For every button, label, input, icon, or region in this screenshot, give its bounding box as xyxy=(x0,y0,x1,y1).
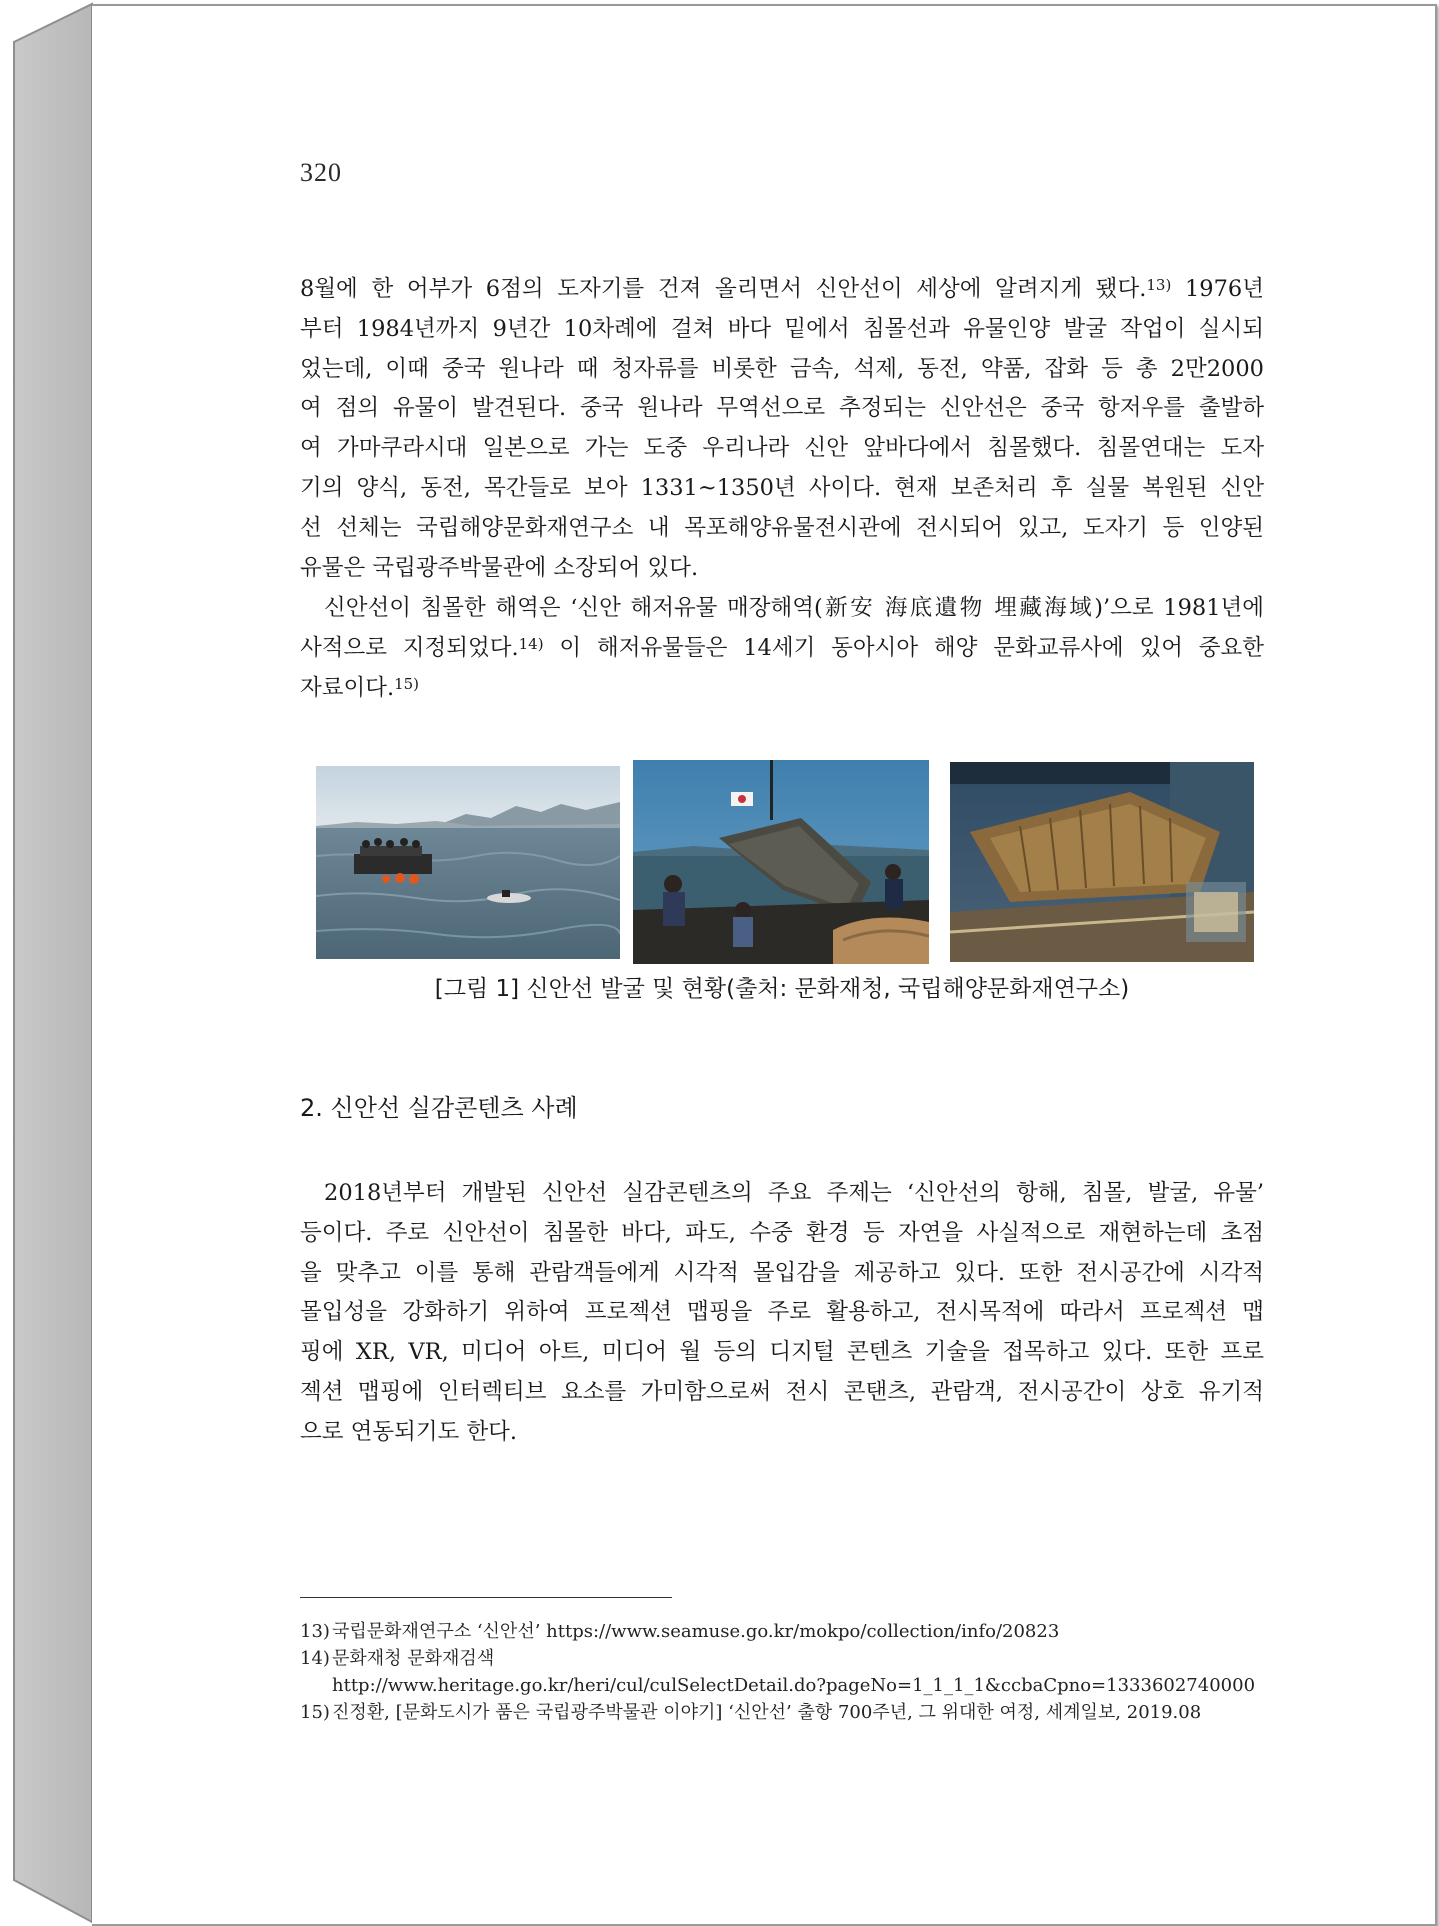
boat-at-sea-photo xyxy=(316,766,620,959)
footnote-14: 14) 문화재청 문화재검색 xyxy=(300,1648,495,1669)
footnote-ref-15[interactable]: 15) xyxy=(394,674,420,693)
footnote-divider xyxy=(300,1597,672,1598)
hull-salvage-photo xyxy=(633,760,929,964)
footnote-15: 15) 진정환, [문화도시가 품은 국립광주박물관 이야기] ‘신안선’ 출항 700주년, 그 위대한 여정, 세계일보, 2019.08 xyxy=(300,1702,1202,1723)
section-heading: 2. 신안선 실감콘텐츠 사례 xyxy=(300,1094,578,1122)
text-line: 몰입성을 강화하기 위하여 프로젝션 맵핑을 주로 활용하고, 전시목적에 따라서 프로젝션 맵 xyxy=(300,1299,1264,1326)
text-line: 기의 양식, 동전, 목간들로 보아 1331~1350년 사이다. 현재 보존처리 후 실물 복원된 신안 xyxy=(300,474,1264,501)
paragraph-1 xyxy=(300,270,1264,588)
text-line: 여 가마쿠라시대 일본으로 가는 도중 우리나라 신안 앞바다에서 침몰했다. 침몰연대는 도자 xyxy=(300,435,1264,462)
text-line: 등이다. 주로 신안선이 침몰한 바다, 파도, 수중 환경 등 자연을 사실적으로 재현하는데 초점 xyxy=(300,1219,1264,1246)
text-line: 8월에 한 어부가 6점의 도자기를 건져 올리면서 신안선이 세상에 알려지게 됐다.$^{13)}$ 1976년 xyxy=(300,276,1264,302)
text-line: 여 점의 유물이 발견된다. 중국 원나라 무역선으로 추정되는 신안선은 중국 항저우를 출발하 xyxy=(300,395,1264,422)
text-line: 을 맞추고 이를 통해 관람객들에게 시각적 몰입감을 제공하고 있다. 또한 전시공간에 시각적 xyxy=(300,1259,1264,1286)
figure-caption: [그림 1] 신안선 발굴 및 현황(출처: 문화재청, 국립해양문화재연구소) xyxy=(434,976,1130,1002)
text-line: 부터 1984년까지 9년간 10차례에 걸쳐 바다 밑에서 침몰선과 유물인양 발굴 작업이 실시되 xyxy=(300,315,1264,342)
text-line: 었는데, 이때 중국 원나라 때 청자류를 비롯한 금속, 석제, 동전, 약품, 잡화 등 총 2만2000 xyxy=(300,355,1264,382)
text-line: 핑에 XR, VR, 미디어 아트, 미디어 월 등의 디지털 콘텐츠 기술을 접목하고 있다. 또한 프로 xyxy=(300,1339,1264,1366)
book-spine xyxy=(0,0,96,1926)
text-line: 으로 연동되기도 한다. xyxy=(300,1418,518,1445)
museum-hull-photo xyxy=(950,762,1254,962)
page-number: 320 xyxy=(300,158,342,187)
footnote-ref-14[interactable]: 14) xyxy=(518,634,544,653)
footnotes xyxy=(300,1618,1270,1726)
paragraph-2 xyxy=(300,589,1264,708)
text-line: 사적으로 지정되었다.$^{14)}$ 이 해저유물들은 14세기 동아시아 해양 문화교류사에 있어 중요한 xyxy=(300,634,1264,661)
text-line: 2018년부터 개발된 신안선 실감콘텐츠의 주요 주제는 ‘신안선의 항해, 침몰, 발굴, 유물’ xyxy=(324,1180,1264,1206)
footnote-14-link[interactable]: http://www.heritage.go.kr/heri/cul/culSelectDetail.do?pageNo=1_1_1_1&ccbaCpno=1333602740000 xyxy=(332,1675,1256,1696)
footnote-ref-13[interactable]: 13) xyxy=(1146,276,1172,294)
text-line: 유물은 국립광주박물관에 소장되어 있다. xyxy=(300,554,699,581)
footnote-13: 13) 국립문화재연구소 ‘신안선’ https://www.seamuse.go.kr/mokpo/collection/info/20823 xyxy=(300,1621,1060,1642)
text-line: 젝션 맵핑에 인터렉티브 요소를 가미함으로써 전시 콘탠츠, 관람객, 전시공간이 상호 유기적 xyxy=(300,1378,1264,1405)
text-line: 선 선체는 국립해양문화재연구소 내 목포해양유물전시관에 전시되어 있고, 도자기 등 인양된 xyxy=(300,514,1264,541)
paragraph-3 xyxy=(300,1174,1264,1453)
text-line: 자료이다.$^{15)}$ xyxy=(300,674,420,701)
figure-photos xyxy=(316,760,1254,965)
text-line: 신안선이 침몰한 해역은 ‘신안 해저유물 매장해역(新安 海底遺物 埋藏海域)’으로 1981년에 xyxy=(324,595,1264,621)
